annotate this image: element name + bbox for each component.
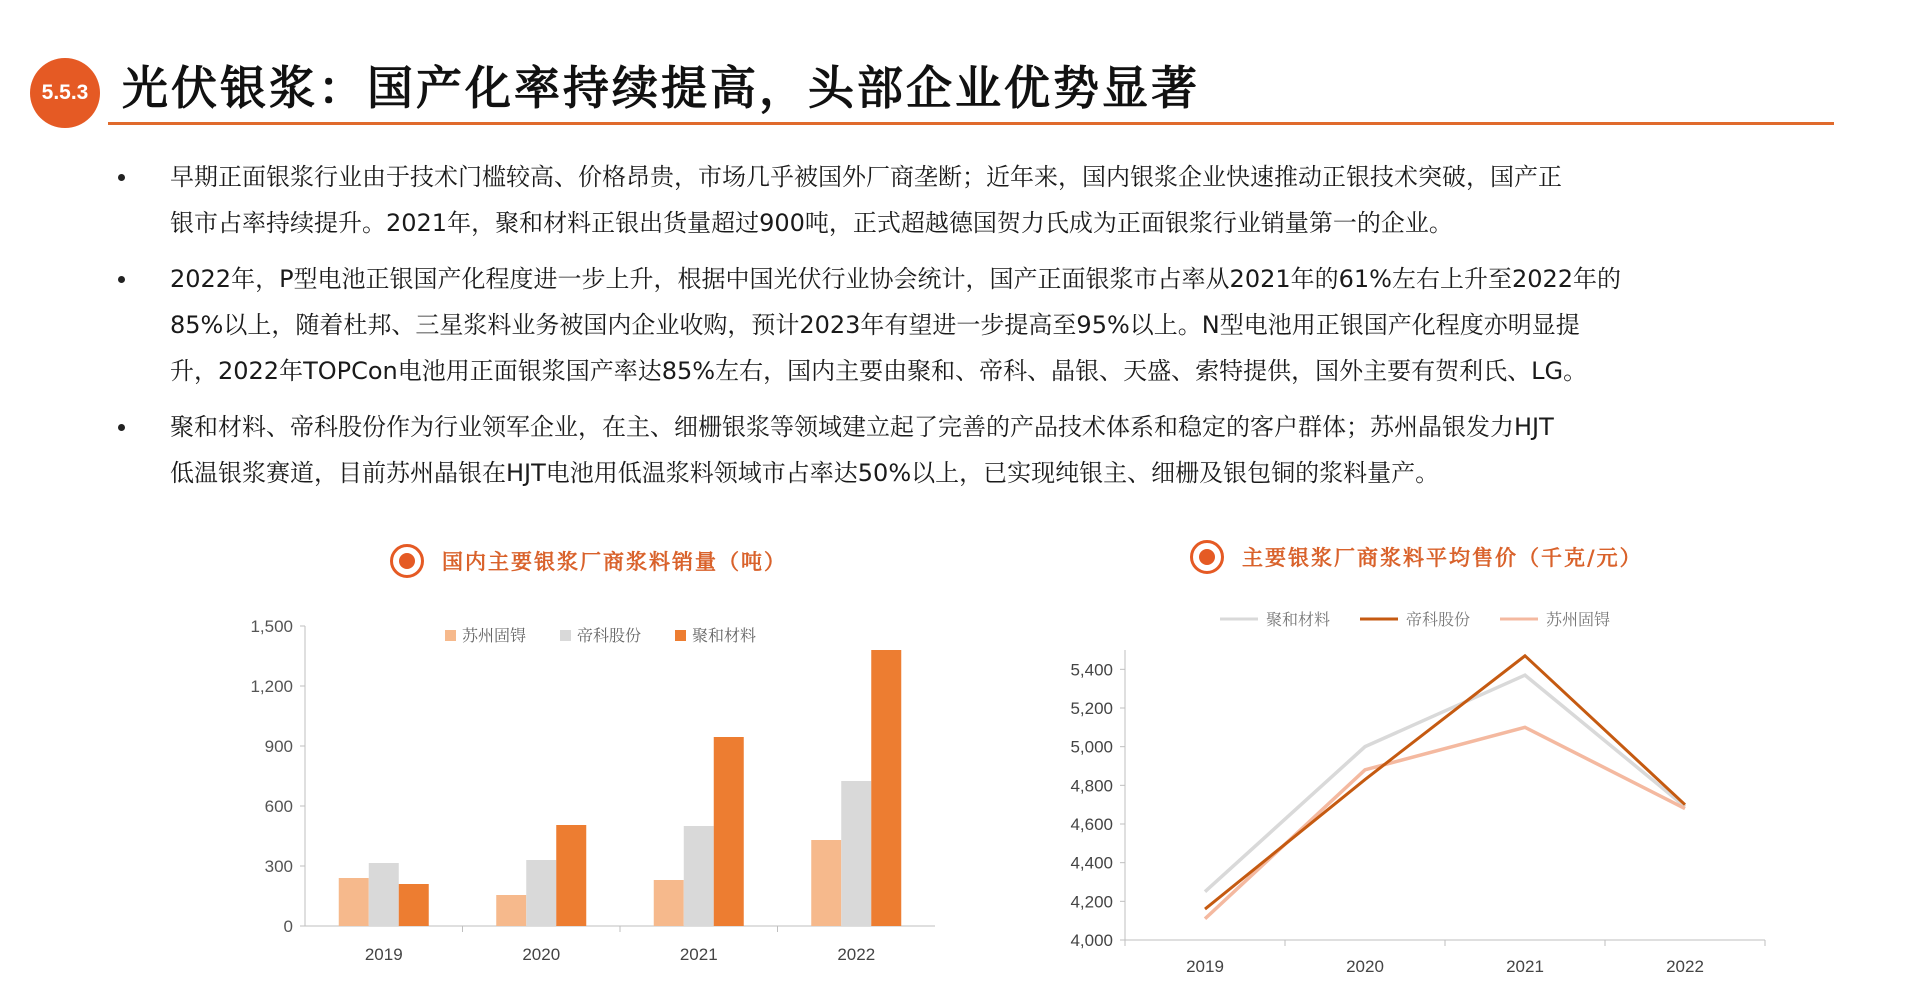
y-tick-label: 4,600	[1070, 815, 1113, 834]
legend-label: 聚和材料	[692, 628, 757, 645]
y-tick-label: 5,200	[1070, 699, 1113, 718]
legend-label: 帝科股份	[1406, 612, 1471, 629]
x-tick-label: 2021	[679, 945, 718, 964]
x-tick-label: 2019	[1186, 957, 1224, 975]
bullet-list	[118, 154, 1838, 506]
bullet-line: 低温银浆赛道，目前苏州晶银在HJT电池用低温浆料领域市占率达50%以上，已实现纯银主、细栅及银包铜的浆料量产。	[170, 459, 1440, 487]
x-tick-label: 2020	[1346, 957, 1384, 975]
legend-label: 苏州固锝	[1546, 612, 1611, 629]
line-chart-title-text: 主要银浆厂商浆料平均售价（千克/元）	[1242, 546, 1643, 570]
bullet-item	[118, 154, 1838, 246]
y-tick-label: 4,000	[1070, 931, 1113, 950]
y-tick-label: 4,400	[1070, 853, 1113, 873]
bullet-line: 聚和材料、帝科股份作为行业领军企业，在主、细栅银浆等领域建立起了完善的产品技术体系和稳定的客户群体；苏州晶银发力HJT	[170, 413, 1554, 441]
legend-label: 聚和材料	[1266, 612, 1331, 629]
y-tick-label: 4,800	[1070, 776, 1113, 796]
bar-帝科股份-2021	[684, 826, 714, 926]
x-tick-label: 2019	[364, 945, 403, 964]
bar-chart	[230, 610, 950, 970]
x-tick-label: 2021	[1506, 957, 1544, 975]
series-line-聚和材料	[1205, 675, 1685, 892]
y-tick-label: 300	[264, 857, 293, 876]
bar-苏州固锝-2019	[339, 878, 369, 926]
bar-chart-title	[390, 544, 787, 578]
page-title: 光伏银浆：国产化率持续提高，头部企业优势显著	[122, 61, 1200, 115]
bullet-dot-icon	[118, 174, 125, 181]
y-tick-label: 4,200	[1070, 892, 1113, 912]
series-line-苏州固锝	[1205, 727, 1685, 918]
legend-swatch-苏州固锝	[445, 630, 456, 641]
y-tick-label: 1,200	[250, 677, 293, 696]
bar-聚和材料-2020	[556, 825, 586, 926]
line-chart	[1040, 605, 1780, 975]
bullet-item	[118, 404, 1838, 496]
bar-帝科股份-2022	[841, 781, 871, 926]
title-divider	[108, 122, 1834, 125]
x-tick-label: 2020	[522, 945, 561, 964]
section-number: 5.5.3	[41, 81, 89, 104]
line-chart-title	[1190, 540, 1643, 574]
bar-苏州固锝-2020	[496, 895, 526, 926]
series-line-帝科股份	[1205, 656, 1685, 909]
bullet-line: 银市占率持续提升。2021年，聚和材料正银出货量超过900吨，正式超越德国贺力氏成为正面银浆行业销量第一的企业。	[170, 209, 1453, 237]
bullet-dot-icon	[118, 424, 125, 431]
x-tick-label: 2022	[837, 945, 876, 964]
bar-帝科股份-2019	[369, 863, 399, 926]
y-tick-label: 1,500	[250, 617, 293, 636]
x-tick-label: 2022	[1666, 957, 1704, 975]
section-badge	[30, 58, 100, 128]
y-tick-label: 900	[264, 737, 293, 756]
legend-swatch-帝科股份	[560, 630, 571, 641]
bullet-line: 2022年，P型电池正银国产化程度进一步上升，根据中国光伏行业协会统计，国产正面银浆市占率从2021年的61%左右上升至2022年的	[170, 265, 1622, 293]
target-icon	[1190, 540, 1224, 574]
y-tick-label: 5,000	[1070, 737, 1113, 757]
legend-label: 苏州固锝	[462, 628, 527, 645]
y-tick-label: 0	[283, 917, 293, 936]
bar-聚和材料-2021	[714, 737, 744, 926]
bar-聚和材料-2022	[871, 650, 901, 926]
bullet-dot-icon	[118, 276, 125, 283]
bullet-item	[118, 256, 1838, 394]
bullet-line: 85%以上，随着杜邦、三星浆料业务被国内企业收购，预计2023年有望进一步提高至95%以上。N型电池用正银国产化程度亦明显提	[170, 311, 1580, 339]
y-tick-label: 600	[264, 797, 293, 816]
bar-帝科股份-2020	[526, 860, 556, 926]
bar-聚和材料-2019	[399, 884, 429, 926]
legend-label: 帝科股份	[577, 628, 642, 645]
bar-苏州固锝-2021	[654, 880, 684, 926]
bullet-line: 早期正面银浆行业由于技术门槛较高、价格昂贵，市场几乎被国外厂商垄断；近年来，国内银浆企业快速推动正银技术突破，国产正	[170, 163, 1562, 191]
bar-chart-title-text: 国内主要银浆厂商浆料销量（吨）	[442, 550, 787, 574]
target-icon	[390, 544, 424, 578]
y-tick-label: 5,400	[1070, 660, 1113, 680]
bullet-line: 升，2022年TOPCon电池用正面银浆国产率达85%左右，国内主要由聚和、帝科、晶银、天盛、索特提供，国外主要有贺利氏、LG。	[170, 357, 1588, 385]
bar-苏州固锝-2022	[811, 840, 841, 926]
legend-swatch-聚和材料	[675, 630, 686, 641]
